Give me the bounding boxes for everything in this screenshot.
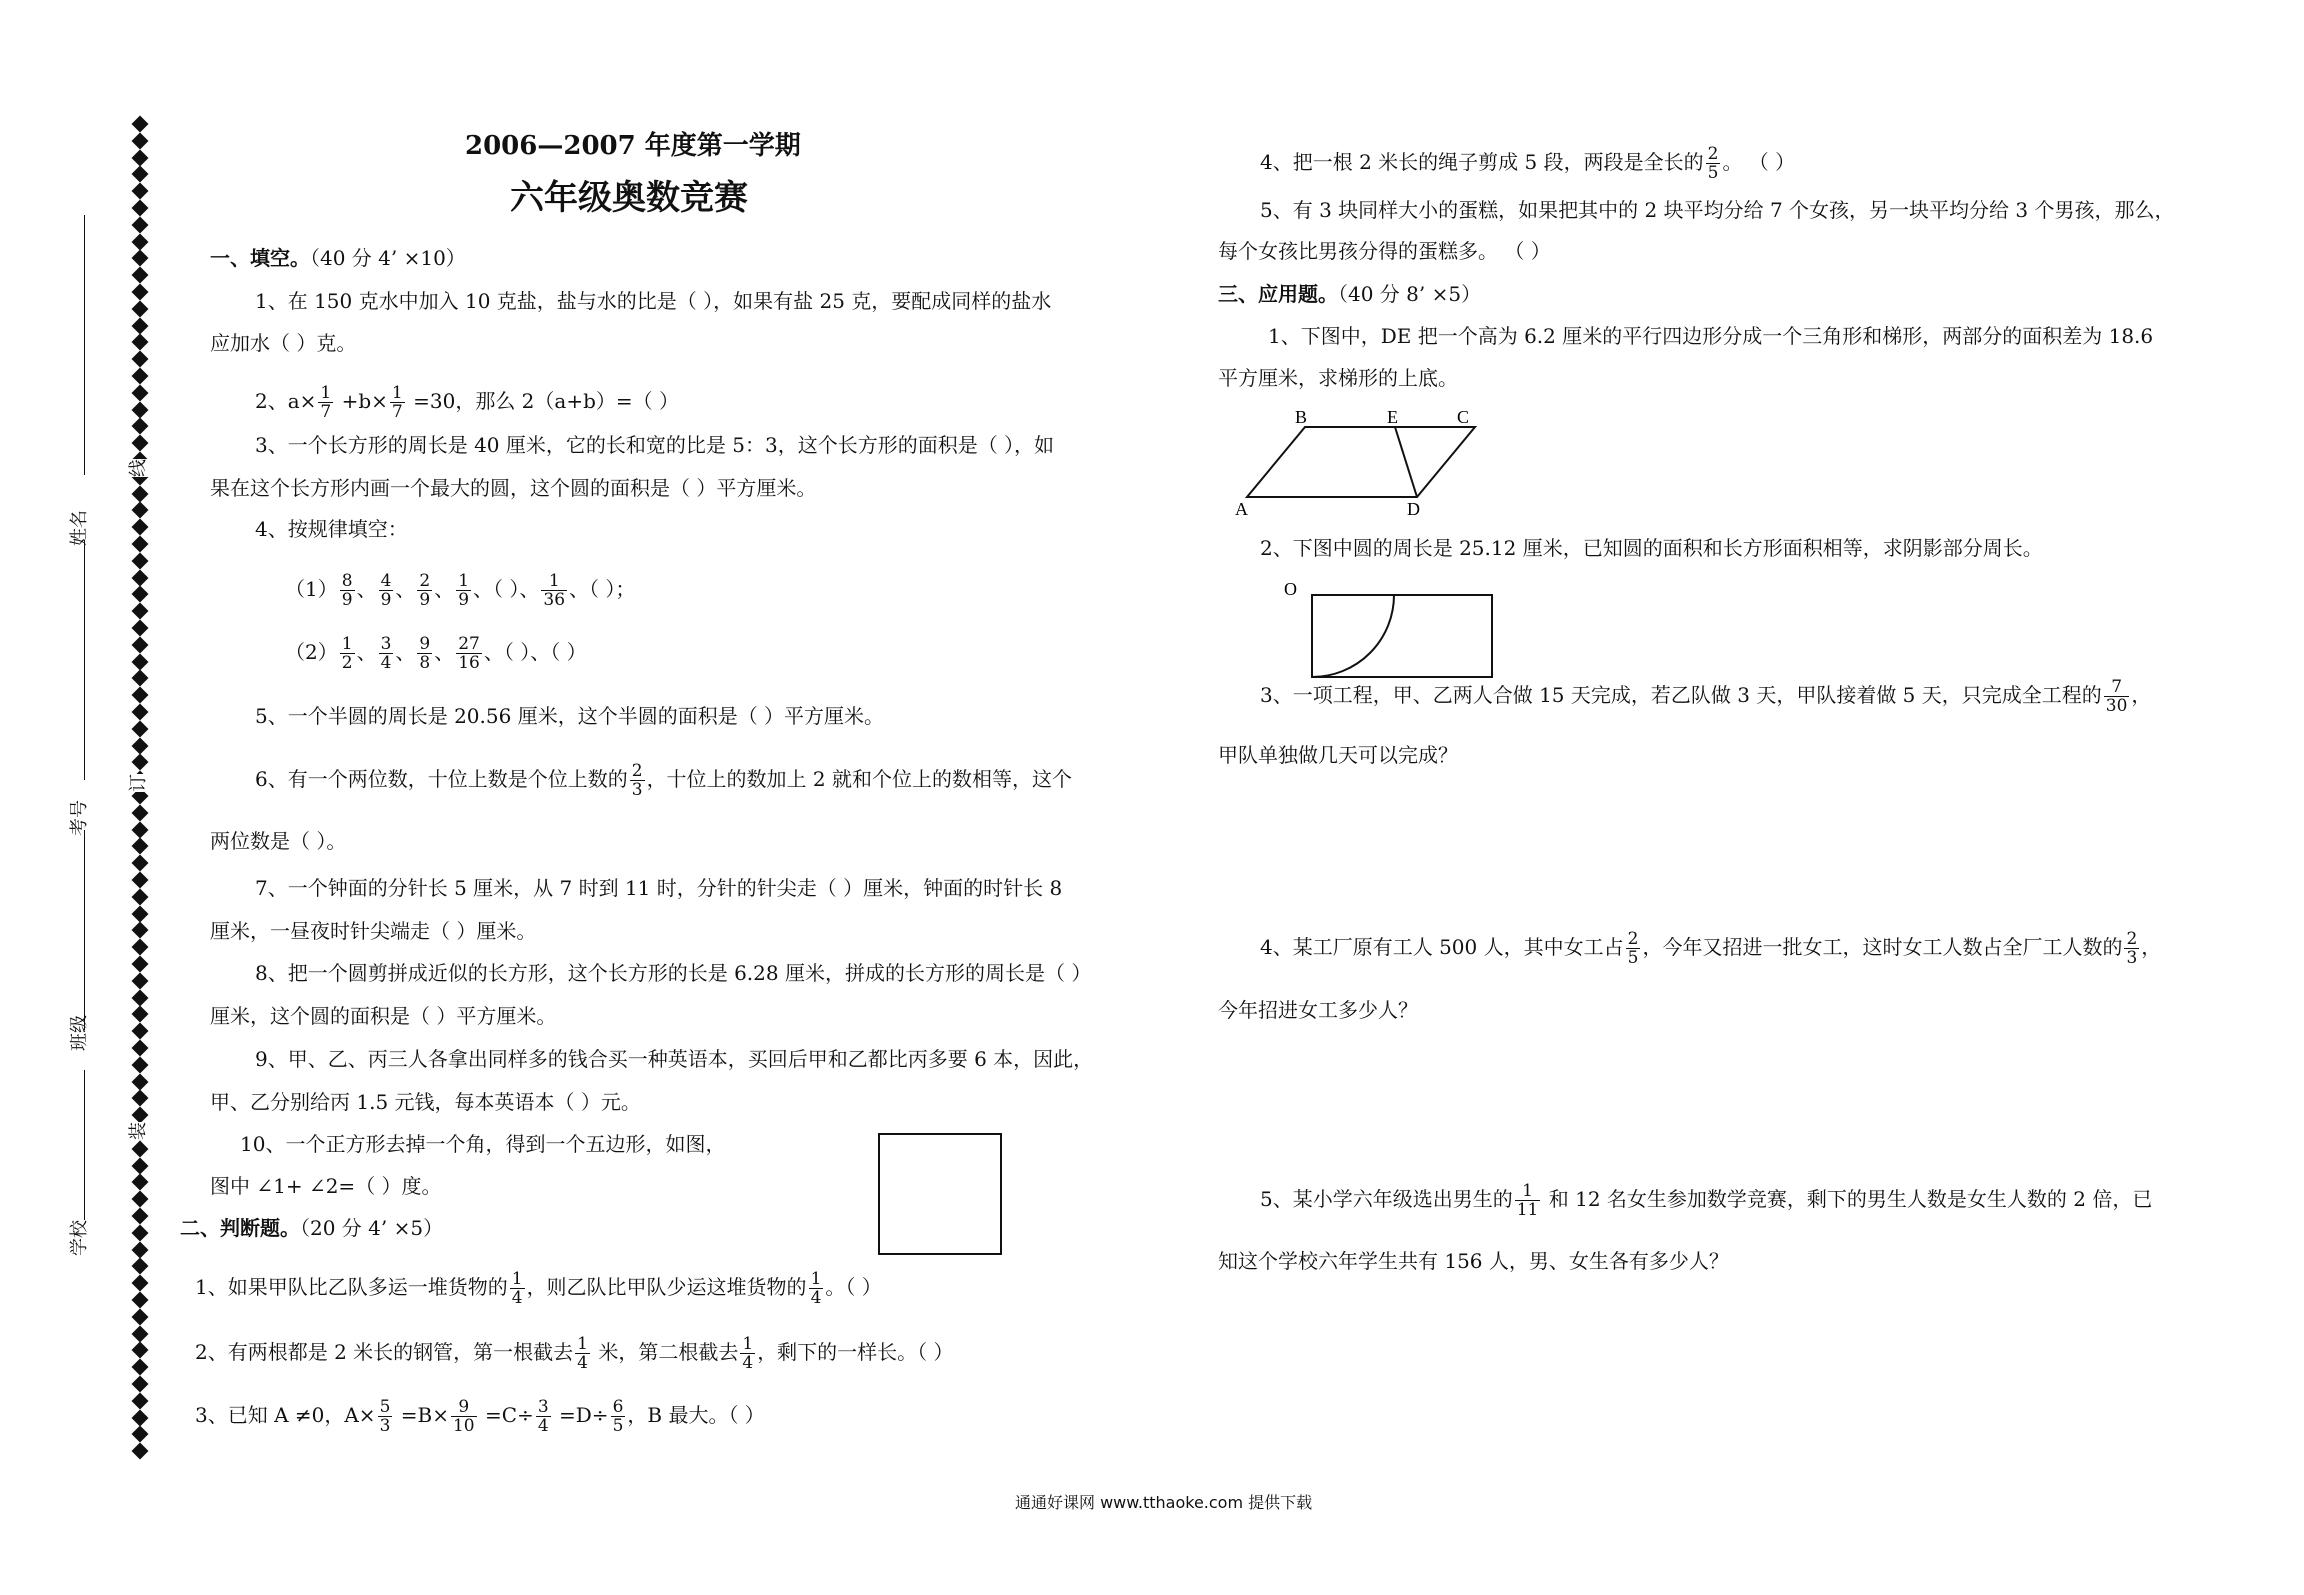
s2-q4: 4、把一根 2 米长的绳子剪成 5 段，两段是全长的 $\frac{2}{5}$ 。 （ ） bbox=[1260, 144, 1796, 183]
diamond-mark bbox=[132, 1140, 149, 1157]
diamond-mark bbox=[132, 116, 149, 133]
exam-title: 六年级奥数竞赛 bbox=[510, 178, 748, 218]
section1-header: 一、填空。（40 分 4’ ×10） bbox=[210, 246, 466, 270]
diamond-mark bbox=[132, 300, 149, 317]
s3-q5-line1: 5、某小学六年级选出男生的 $\frac{1}{11}$ 和 12 名女生参加数学竞赛，剩下的男生人数是女生人数的 2 倍，已 bbox=[1260, 1181, 2153, 1220]
parallelogram-shape bbox=[1247, 427, 1475, 497]
diamond-mark bbox=[132, 586, 149, 603]
diamond-mark bbox=[132, 569, 149, 586]
s3-q4-line1: 4、某工厂原有工人 500 人，其中女工占 $\frac{2}{5}$ ，今年又招进一批女工，这时女工人数占全厂工人数的 $\frac{2}{3}$ ， bbox=[1260, 929, 2162, 968]
s1-q4-seq2: （2） $\frac{1}{2}$ 、 $\frac{3}{4}$ 、 $\frac{9}{8}$ 、 $\frac{27}{16}$ 、（ ）、（ ） bbox=[285, 634, 587, 673]
fraction: $\frac{8}{9}$ bbox=[341, 571, 353, 610]
diamond-mark bbox=[132, 1258, 149, 1275]
diamond-mark bbox=[132, 166, 149, 183]
fraction: $\frac{1}{7}$ bbox=[320, 383, 332, 422]
label-name: 姓名 bbox=[69, 510, 90, 546]
section3-header: 三、应用题。（40 分 8’ ×5） bbox=[1218, 282, 1482, 306]
diamond-mark bbox=[132, 620, 149, 637]
label-exam-number: 考号 bbox=[69, 800, 90, 836]
diamond-mark bbox=[132, 1426, 149, 1443]
point-E: E bbox=[1387, 407, 1398, 427]
diamond-mark bbox=[132, 989, 149, 1006]
s2-q2: 2、有两根都是 2 米长的钢管，第一根截去 $\frac{1}{4}$ 米，第二根截去 $\frac{1}{4}$ ，剩下的一样长。（ ） bbox=[195, 1334, 954, 1373]
diamond-mark bbox=[132, 603, 149, 620]
diamond-mark bbox=[132, 1409, 149, 1426]
diamond-mark bbox=[132, 149, 149, 166]
s1-q9-line1: 9、甲、乙、丙三人各拿出同样多的钱合买一种英语本，买回后甲和乙都比丙多要 6 本，因此， bbox=[255, 1047, 1094, 1071]
fraction: $\frac{27}{16}$ bbox=[458, 634, 480, 673]
diamond-mark bbox=[132, 1023, 149, 1040]
diamond-mark bbox=[132, 317, 149, 334]
s1-q6-line1: 6、有一个两位数，十位上数是个位上数的 $\frac{2}{3}$ ，十位上的数加上 2 就和个位上的数相等，这个 bbox=[255, 761, 1073, 800]
s3-q5-line2: 知这个学校六年学生共有 156 人，男、女生各有多少人？ bbox=[1218, 1249, 1729, 1273]
fraction: $\frac{1}{4}$ bbox=[742, 1334, 754, 1373]
fraction: $\frac{7}{30}$ bbox=[2105, 677, 2128, 716]
diamond-mark bbox=[132, 502, 149, 519]
rectangle-shape bbox=[1312, 595, 1492, 677]
s1-q10-line1: 10、一个正方形去掉一个角，得到一个五边形，如图， bbox=[240, 1132, 726, 1156]
s3-q1-line2: 平方厘米，求梯形的上底。 bbox=[1218, 366, 1458, 390]
fraction: $\frac{2}{3}$ bbox=[2126, 929, 2138, 968]
cut-mark-bind: 订 bbox=[124, 774, 150, 792]
diamond-mark bbox=[132, 737, 149, 754]
diamond-mark bbox=[132, 351, 149, 368]
diamond-mark bbox=[132, 250, 149, 267]
segment-ED bbox=[1395, 427, 1417, 497]
diamond-mark bbox=[132, 435, 149, 452]
diamond-mark bbox=[132, 233, 149, 250]
diamond-mark bbox=[132, 132, 149, 149]
diamond-mark bbox=[132, 653, 149, 670]
diamond-mark bbox=[132, 1376, 149, 1393]
s3-q3-line2: 甲队单独做几天可以完成？ bbox=[1218, 743, 1458, 767]
fraction: $\frac{1}{7}$ bbox=[391, 383, 403, 422]
s2-q5-line1: 5、有 3 块同样大小的蛋糕，如果把其中的 2 块平均分给 7 个女孩，另一块平均分给 3 个男孩，那么， bbox=[1260, 198, 2175, 222]
fraction: $\frac{1}{4}$ bbox=[511, 1269, 523, 1308]
fraction: $\frac{5}{3}$ bbox=[379, 1397, 391, 1436]
s2-q5-line2: 每个女孩比男孩分得的蛋糕多。 （ ） bbox=[1218, 239, 1551, 263]
diamond-mark bbox=[132, 536, 149, 553]
s2-q3: 3、已知 A ≠0，A× $\frac{5}{3}$ =B× $\frac{9}{10}$ =C÷ $\frac{3}{4}$ =D÷ $\frac{6}{5}$ ，B 最大。（ ） bbox=[195, 1397, 765, 1436]
diamond-mark bbox=[132, 401, 149, 418]
diamond-mark bbox=[132, 1174, 149, 1191]
diamond-mark bbox=[132, 1443, 149, 1460]
fraction: $\frac{9}{8}$ bbox=[419, 634, 431, 673]
s1-q8-line1: 8、把一个圆剪拼成近似的长方形，这个长方形的长是 6.28 厘米，拼成的长方形的周长是（ ） bbox=[255, 961, 1092, 985]
binding-guide-line bbox=[84, 1070, 85, 1220]
s1-q9-line2: 甲、乙分别给丙 1.5 元钱，每本英语本（ ）元。 bbox=[210, 1090, 641, 1114]
diamond-mark bbox=[132, 1073, 149, 1090]
diamond-mark bbox=[132, 284, 149, 301]
diamond-mark bbox=[132, 216, 149, 233]
diamond-mark bbox=[132, 1359, 149, 1376]
circle-rectangle-figure bbox=[1280, 575, 1505, 680]
quarter-arc bbox=[1312, 595, 1394, 677]
binding-guide-line bbox=[84, 830, 85, 1030]
diamond-mark bbox=[132, 1056, 149, 1073]
s1-q2: 2、a× $\frac{1}{7}$ +b× $\frac{1}{7}$ =30，那么 2（a+b）=（ ） bbox=[255, 383, 679, 422]
point-A: A bbox=[1235, 499, 1248, 519]
s1-q1-line1: 1、在 150 克水中加入 10 克盐，盐与水的比是（ ），如果有盐 25 克，要配成同样的盐水 bbox=[255, 289, 1052, 313]
binding-guide-line bbox=[84, 215, 85, 475]
fraction: $\frac{2}{9}$ bbox=[419, 571, 431, 610]
fraction: $\frac{1}{9}$ bbox=[458, 571, 470, 610]
diamond-mark bbox=[132, 1208, 149, 1225]
diamond-mark bbox=[132, 1224, 149, 1241]
diamond-mark bbox=[132, 821, 149, 838]
diamond-mark bbox=[132, 1325, 149, 1342]
s1-q8-line2: 厘米，这个圆的面积是（ ）平方厘米。 bbox=[210, 1004, 557, 1028]
fraction: $\frac{3}{4}$ bbox=[380, 634, 392, 673]
fraction: $\frac{6}{5}$ bbox=[612, 1397, 624, 1436]
footer-source: 通通好课网 www.tthaoke.com 提供下载 bbox=[1015, 1493, 1313, 1512]
diamond-mark bbox=[132, 267, 149, 284]
point-B: B bbox=[1295, 407, 1308, 427]
diamond-mark bbox=[132, 956, 149, 973]
s1-q1-line2: 应加水（ ）克。 bbox=[210, 331, 357, 355]
diamond-mark bbox=[132, 939, 149, 956]
diamond-mark bbox=[132, 972, 149, 989]
diamond-mark bbox=[132, 687, 149, 704]
diamond-mark bbox=[132, 1308, 149, 1325]
fraction: $\frac{9}{10}$ bbox=[452, 1397, 475, 1436]
s3-q3-line1: 3、一项工程，甲、乙两人合做 15 天完成，若乙队做 3 天，甲队接着做 5 天，只完成全工程的 $\frac{7}{30}$ ， bbox=[1260, 677, 2152, 716]
fraction: $\frac{1}{4}$ bbox=[577, 1334, 588, 1373]
point-C: C bbox=[1457, 407, 1470, 427]
diamond-mark bbox=[132, 1006, 149, 1023]
fraction: $\frac{3}{4}$ bbox=[537, 1397, 549, 1436]
diamond-mark bbox=[132, 519, 149, 536]
diamond-mark bbox=[132, 334, 149, 351]
diamond-mark bbox=[132, 1040, 149, 1057]
fraction: $\frac{1}{36}$ bbox=[543, 571, 566, 610]
square-figure bbox=[878, 1133, 1002, 1255]
diamond-mark bbox=[132, 905, 149, 922]
section2-header: 二、判断题。（20 分 4’ ×5） bbox=[180, 1216, 444, 1240]
diamond-mark bbox=[132, 872, 149, 889]
diamond-mark bbox=[132, 855, 149, 872]
diamond-mark bbox=[132, 183, 149, 200]
label-class: 班级 bbox=[69, 1015, 90, 1051]
diamond-mark bbox=[132, 552, 149, 569]
diamond-mark bbox=[132, 1191, 149, 1208]
fraction: $\frac{2}{3}$ bbox=[631, 761, 643, 800]
diamond-mark bbox=[132, 720, 149, 737]
s1-q7-line2: 厘米，一昼夜时针尖端走（ ）厘米。 bbox=[210, 919, 537, 943]
point-D: D bbox=[1407, 499, 1420, 519]
s3-q4-line2: 今年招进女工多少人？ bbox=[1218, 998, 1418, 1022]
s1-q4: 4、按规律填空： bbox=[255, 517, 408, 541]
fraction: $\frac{1}{4}$ bbox=[810, 1269, 822, 1308]
fraction: $\frac{1}{11}$ bbox=[1516, 1181, 1539, 1220]
s1-q4-seq1: （1） $\frac{8}{9}$ 、 $\frac{4}{9}$ 、 $\frac{2}{9}$ 、 $\frac{1}{9}$ 、（ ）、 $\frac{1}{36}$ 、（ ）； bbox=[285, 571, 636, 610]
diamond-mark bbox=[132, 1241, 149, 1258]
s2-q1: 1、如果甲队比乙队多运一堆货物的 $\frac{1}{4}$ ，则乙队比甲队少运这堆货物的 $\frac{1}{4}$ 。（ ） bbox=[195, 1269, 882, 1308]
diamond-mark bbox=[132, 1292, 149, 1309]
s1-q5: 5、一个半圆的周长是 20.56 厘米，这个半圆的面积是（ ）平方厘米。 bbox=[255, 704, 885, 728]
label-school: 学校 bbox=[69, 1220, 90, 1256]
diamond-mark bbox=[132, 485, 149, 502]
diamond-mark bbox=[132, 670, 149, 687]
s1-q7-line1: 7、一个钟面的分针长 5 厘米，从 7 时到 11 时，分针的针尖走（ ）厘米，钟面的时针长 8 bbox=[255, 876, 1063, 900]
diamond-mark bbox=[132, 838, 149, 855]
s1-q3-line2: 果在这个长方形内画一个最大的圆，这个圆的面积是（ ）平方厘米。 bbox=[210, 476, 817, 500]
diamond-mark bbox=[132, 636, 149, 653]
diamond-mark bbox=[132, 384, 149, 401]
diamond-mark bbox=[132, 922, 149, 939]
diamond-mark bbox=[132, 804, 149, 821]
diamond-mark bbox=[132, 704, 149, 721]
diamond-mark bbox=[132, 418, 149, 435]
diamond-mark bbox=[132, 1275, 149, 1292]
diamond-mark bbox=[132, 200, 149, 217]
cut-mark-line: 线 bbox=[124, 459, 150, 477]
fraction: $\frac{1}{2}$ bbox=[341, 634, 353, 673]
s1-q10-line2: 图中 ∠1+ ∠2=（ ）度。 bbox=[210, 1174, 442, 1198]
exam-year: 2006—2007 年度第一学期 bbox=[465, 131, 801, 161]
s1-q6-line2: 两位数是（ ）。 bbox=[210, 829, 347, 853]
fraction: $\frac{2}{5}$ bbox=[1627, 929, 1639, 968]
diamond-mark bbox=[132, 1342, 149, 1359]
point-O: O bbox=[1284, 579, 1297, 599]
diamond-mark bbox=[132, 1090, 149, 1107]
fraction: $\frac{2}{5}$ bbox=[1707, 144, 1719, 183]
diamond-mark bbox=[132, 1157, 149, 1174]
diamond-mark bbox=[132, 888, 149, 905]
s3-q1-line1: 1、下图中，DE 把一个高为 6.2 厘米的平行四边形分成一个三角形和梯形，两部分的面积差为 18.6 bbox=[1268, 324, 2154, 348]
s1-q3-line1: 3、一个长方形的周长是 40 厘米，它的长和宽的比是 5：3，这个长方形的面积是（ ），如 bbox=[255, 433, 1055, 457]
parallelogram-figure bbox=[1235, 405, 1515, 520]
s3-q2: 2、下图中圆的周长是 25.12 厘米，已知圆的面积和长方形面积相等，求阴影部分周长。 bbox=[1260, 536, 2043, 560]
diamond-mark bbox=[132, 754, 149, 771]
diamond-mark bbox=[132, 368, 149, 385]
cut-mark-staple: 装 bbox=[124, 1122, 150, 1140]
fraction: $\frac{4}{9}$ bbox=[380, 571, 392, 610]
binding-guide-line bbox=[84, 540, 85, 780]
diamond-mark bbox=[132, 1392, 149, 1409]
